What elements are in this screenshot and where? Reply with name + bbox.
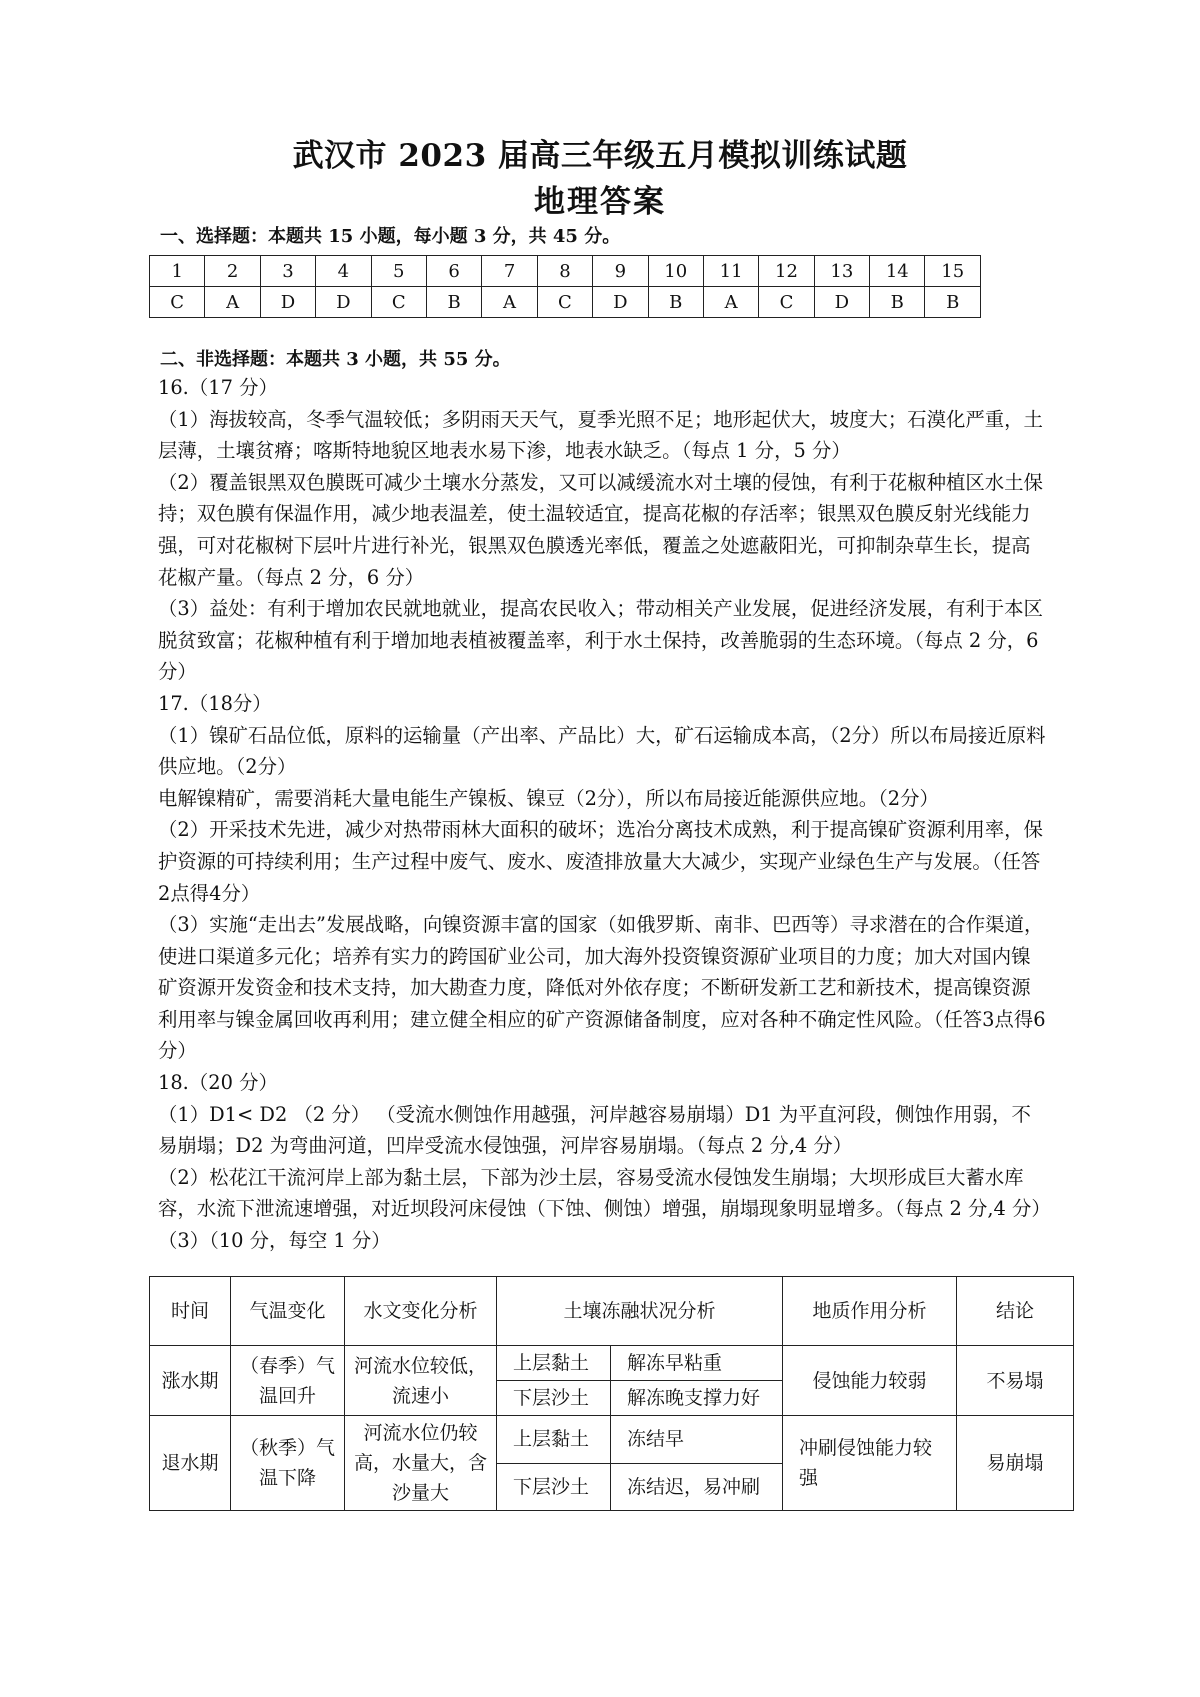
answer-letter: A bbox=[205, 287, 260, 318]
answer-paragraph: （1）海拔较高，冬季气温较低；多阴雨天天气，夏季光照不足；地形起伏大，坡度大；石漠化严重，土层薄，土壤贫瘠；喀斯特地貌区地表水易下渗，地表水缺乏。（每点 1 分，5 分） bbox=[158, 407, 1043, 463]
geology-cell: 冲刷侵蚀能力较强 bbox=[783, 1416, 957, 1511]
question-number: 1 bbox=[150, 256, 205, 287]
question-number: 15 bbox=[925, 256, 981, 287]
answer-paragraph: （1）D1< D2 （2 分） （受流水侧蚀作用越强，河岸越容易崩塌）D1 为平直河段，侧蚀作用弱，不易崩塌；D2 为弯曲河道，凹岸受流水侵蚀强，河岸容易崩塌。（每点 2 分,4 分） bbox=[158, 1102, 1031, 1158]
question-number: 10 bbox=[648, 256, 703, 287]
conclusion-cell: 不易塌 bbox=[957, 1346, 1074, 1416]
answer-letter-row bbox=[150, 287, 981, 318]
conclusion-cell: 易崩塌 bbox=[957, 1416, 1074, 1511]
analysis-table bbox=[149, 1276, 1074, 1511]
soil-layer-cell: 上层黏土 bbox=[497, 1416, 611, 1464]
answer-paragraph: （2）开采技术先进，减少对热带雨林大面积的破坏；选冶分离技术成熟，利于提高镍矿资源利用率，保护资源的可持续利用；生产过程中废气、废水、废渣排放量大大减少，实现产业绿色生产与发展。（任答2点得4分） bbox=[158, 818, 1043, 905]
answer-paragraph: （2）松花江干流河岸上部为黏土层，下部为沙土层，容易受流水侵蚀发生崩塌；大坝形成巨大蓄水库容，水流下泄流速增强，对近坝段河床侵蚀（下蚀、侧蚀）增强，崩塌现象明显增多。（每点 2 分,4 分） bbox=[158, 1165, 1051, 1221]
question-heading: 18.（20 分） bbox=[158, 1071, 278, 1095]
soil-layer-cell: 下层沙土 bbox=[497, 1381, 611, 1416]
question-number: 6 bbox=[426, 256, 481, 287]
answer-paragraph: 电解镍精矿，需要消耗大量电能生产镍板、镍豆（2分），所以布局接近能源供应地。（2分） bbox=[158, 786, 939, 810]
question-number: 4 bbox=[316, 256, 371, 287]
answer-body bbox=[158, 372, 1051, 1257]
soil-state-cell: 解冻早粘重 bbox=[611, 1346, 783, 1381]
question-number: 9 bbox=[593, 256, 648, 287]
question-number: 3 bbox=[260, 256, 315, 287]
answer-paragraph: （3）（10 分，每空 1 分） bbox=[158, 1229, 391, 1253]
section-heading-choice: 一、选择题：本题共 15 小题，每小题 3 分，共 45 分。 bbox=[160, 226, 621, 247]
soil-layer-cell: 上层黏土 bbox=[497, 1346, 611, 1381]
soil-state-cell: 冻结早 bbox=[611, 1416, 783, 1464]
temperature-cell: （春季）气温回升 bbox=[231, 1346, 345, 1416]
answer-letter: D bbox=[316, 287, 371, 318]
answer-paragraph: （3）实施“走出去”发展战略，向镍资源丰富的国家（如俄罗斯、南非、巴西等）寻求潜在的合作渠道，使进口渠道多元化；培养有实力的跨国矿业公司，加大海外投资镍资源矿业项目的力度；加大对国内镍矿资源开发资金和技术支持，加大勘查力度，降低对外依存度；不断研发新工艺和新技术，提高镍资源利用率与镍金属回收再利用；建立健全相应的矿产资源储备制度，应对各种不确定性风险。（任答3点得6分） bbox=[158, 913, 1046, 1063]
answer-letter: C bbox=[371, 287, 426, 318]
time-cell: 涨水期 bbox=[150, 1346, 231, 1416]
answer-letter: B bbox=[870, 287, 925, 318]
question-number: 8 bbox=[537, 256, 592, 287]
question-number: 5 bbox=[371, 256, 426, 287]
table-row bbox=[150, 1416, 1074, 1464]
question-heading: 16.（17 分） bbox=[158, 376, 278, 399]
answer-letter: D bbox=[814, 287, 869, 318]
header-time: 时间 bbox=[150, 1277, 231, 1346]
page-subtitle: 地理答案 bbox=[534, 184, 666, 220]
page-title: 武汉市 2023 届高三年级五月模拟训练试题 bbox=[292, 138, 908, 174]
temperature-cell: （秋季）气温下降 bbox=[231, 1416, 345, 1511]
choice-answer-table bbox=[149, 255, 981, 318]
header-soil: 土壤冻融状况分析 bbox=[497, 1277, 783, 1346]
section-heading-nonchoice: 二、非选择题：本题共 3 小题，共 55 分。 bbox=[160, 349, 511, 370]
question-number-row bbox=[150, 256, 981, 287]
question-number: 13 bbox=[814, 256, 869, 287]
header-geology: 地质作用分析 bbox=[783, 1277, 957, 1346]
answer-letter: C bbox=[759, 287, 814, 318]
question-number: 2 bbox=[205, 256, 260, 287]
hydrology-cell: 河流水位仍较高，水量大，含沙量大 bbox=[345, 1416, 497, 1511]
answer-paragraph: （1）镍矿石品位低，原料的运输量（产出率、产品比）大，矿石运输成本高，（2分）所以布局接近原料供应地。（2分） bbox=[158, 723, 1046, 779]
answer-letter: A bbox=[703, 287, 758, 318]
answer-letter: B bbox=[925, 287, 981, 318]
answer-paragraph: （2）覆盖银黑双色膜既可减少土壤水分蒸发，又可以减缓流水对土壤的侵蚀，有利于花椒种植区水土保持；双色膜有保温作用，减少地表温差，使土温较适宜，提高花椒的存活率；银黑双色膜反射光线能力强，可对花椒树下层叶片进行补光，银黑双色膜透光率低，覆盖之处遮蔽阳光，可抑制杂草生长，提高花椒产量。（每点 2 分，6 分） bbox=[158, 470, 1043, 589]
answer-letter: B bbox=[648, 287, 703, 318]
question-heading: 17.（18分） bbox=[158, 691, 272, 715]
soil-state-cell: 冻结迟，易冲刷 bbox=[611, 1463, 783, 1511]
soil-state-cell: 解冻晚支撑力好 bbox=[611, 1381, 783, 1416]
question-number: 12 bbox=[759, 256, 814, 287]
table-row bbox=[150, 1346, 1074, 1381]
answer-paragraph: （3）益处：有利于增加农民就地就业，提高农民收入；带动相关产业发展，促进经济发展，有利于本区脱贫致富；花椒种植有利于增加地表植被覆盖率，利于水土保持，改善脆弱的生态环境。（每点 2 分，6 分） bbox=[158, 597, 1043, 684]
time-cell: 退水期 bbox=[150, 1416, 231, 1511]
answer-letter: C bbox=[537, 287, 592, 318]
geology-cell: 侵蚀能力较弱 bbox=[783, 1346, 957, 1416]
header-temperature: 气温变化 bbox=[231, 1277, 345, 1346]
header-hydrology: 水文变化分析 bbox=[345, 1277, 497, 1346]
analysis-table-header bbox=[150, 1277, 1074, 1346]
hydrology-cell: 河流水位较低，流速小 bbox=[345, 1346, 497, 1416]
question-number: 11 bbox=[703, 256, 758, 287]
answer-letter: B bbox=[426, 287, 481, 318]
soil-layer-cell: 下层沙土 bbox=[497, 1463, 611, 1511]
answer-letter: C bbox=[150, 287, 205, 318]
question-number: 14 bbox=[870, 256, 925, 287]
answer-letter: D bbox=[260, 287, 315, 318]
header-conclusion: 结论 bbox=[957, 1277, 1074, 1346]
answer-letter: D bbox=[593, 287, 648, 318]
question-number: 7 bbox=[482, 256, 537, 287]
answer-letter: A bbox=[482, 287, 537, 318]
